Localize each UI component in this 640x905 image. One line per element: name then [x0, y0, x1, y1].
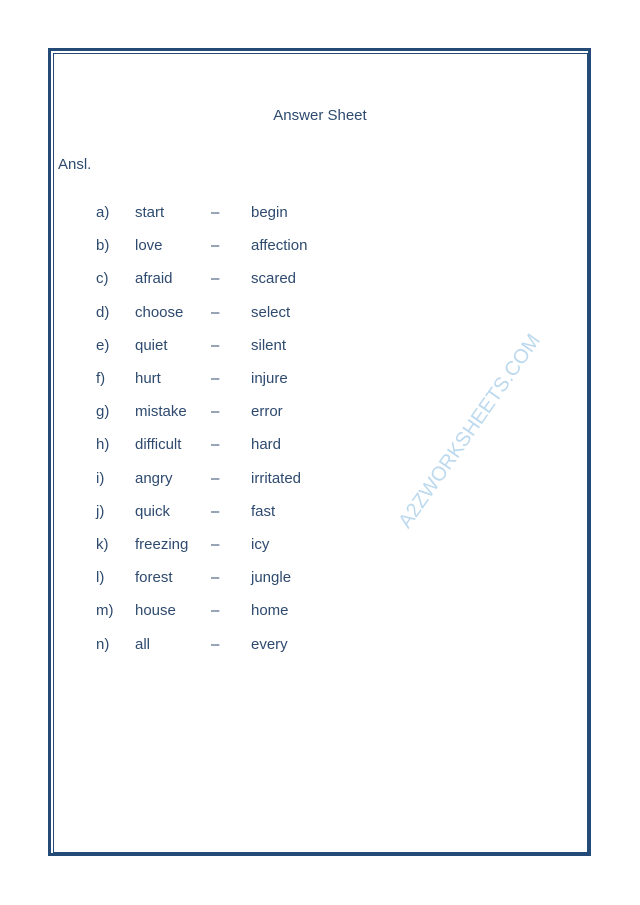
item-letter: g): [96, 403, 110, 421]
item-letter: a): [96, 204, 110, 221]
item-dash: –: [211, 237, 220, 255]
item-word: afraid: [135, 270, 173, 288]
item-letter: n): [96, 635, 110, 653]
item-synonym: begin: [251, 204, 288, 221]
item-synonym: select: [251, 303, 291, 321]
item-synonym: affection: [251, 237, 308, 255]
item-word: angry: [135, 469, 173, 487]
watermark: A2ZWORKSHEETS.COM: [394, 330, 545, 533]
item-word: quiet: [135, 336, 168, 354]
item-word: hurt: [135, 370, 161, 387]
item-dash: –: [211, 336, 220, 354]
item-synonym: fast: [251, 502, 276, 520]
item-dash: –: [211, 303, 220, 321]
item-synonym: silent: [251, 336, 287, 354]
item-letter: d): [96, 303, 110, 321]
item-letter: b): [96, 237, 110, 255]
item-dash: –: [211, 635, 220, 653]
item-dash: –: [211, 370, 220, 387]
item-synonym: hard: [251, 436, 282, 454]
item-synonym: jungle: [251, 569, 292, 587]
item-word: difficult: [135, 436, 182, 454]
item-letter: f): [96, 370, 106, 387]
item-dash: –: [211, 602, 220, 620]
page-border-inner: [53, 53, 588, 853]
item-synonym: error: [251, 403, 283, 421]
item-dash: –: [211, 536, 220, 553]
item-word: choose: [135, 303, 184, 321]
item-word: quick: [135, 502, 171, 520]
item-letter: l): [96, 569, 105, 587]
answer-label: Ansl.: [58, 156, 92, 173]
item-synonym: every: [251, 635, 288, 653]
item-dash: –: [211, 502, 220, 520]
item-synonym: irritated: [251, 469, 302, 487]
item-dash: –: [211, 270, 220, 288]
item-letter: j): [96, 502, 105, 520]
item-dash: –: [211, 204, 220, 221]
item-synonym: scared: [251, 270, 297, 288]
item-letter: i): [96, 469, 105, 487]
item-dash: –: [211, 436, 220, 454]
item-letter: c): [96, 270, 109, 288]
item-letter: k): [96, 536, 109, 553]
item-word: all: [135, 635, 151, 653]
item-dash: –: [211, 569, 220, 587]
item-dash: –: [211, 403, 220, 421]
item-word: mistake: [135, 403, 187, 421]
item-word: freezing: [135, 536, 189, 553]
item-dash: –: [211, 469, 220, 487]
item-word: start: [135, 204, 165, 221]
item-synonym: injure: [251, 370, 288, 387]
item-synonym: icy: [251, 536, 270, 553]
page-title: Answer Sheet: [273, 107, 367, 124]
item-synonym: home: [251, 602, 289, 620]
item-letter: e): [96, 336, 110, 354]
item-letter: h): [96, 436, 110, 454]
item-letter: m): [96, 602, 114, 620]
item-word: love: [135, 237, 163, 255]
item-word: forest: [135, 569, 173, 587]
item-word: house: [135, 602, 176, 620]
